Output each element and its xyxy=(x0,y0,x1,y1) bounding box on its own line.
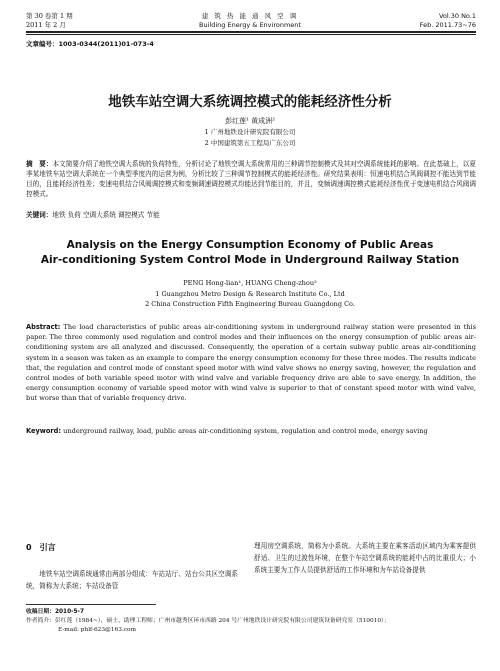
affiliation-cn-2: 2 中国建筑第五工程局广东公司 xyxy=(204,139,296,147)
keywords-cn xyxy=(26,210,476,220)
intro-heading: 0 引言 xyxy=(26,543,56,552)
abstract-cn xyxy=(26,159,476,199)
journal-name-en: Building Energy & Environment xyxy=(199,21,301,29)
footnote-email: E-mail: phlf-623@163.com xyxy=(58,627,136,633)
abstract-cn-label: 摘 要： xyxy=(26,160,53,168)
footnote-received: 收稿日期：2010-5-7 xyxy=(26,609,84,615)
authors-cn: 彭红莲¹ 黄成洲² xyxy=(225,117,275,125)
affiliation-en-2: 2 China Construction Fifth Engineering Bureau Guangdong Co. xyxy=(145,300,355,308)
intro-right-column: 理用房空调系统，简称为小系统。大系统主要在乘客活动区域内为乘客提供舒适、卫生的过渡性环境，在整个车站空调系统的能耗中占的比重很大；小系统主要为工作人员提供舒适的工作环境和为车站设备提供 xyxy=(254,542,476,574)
journal-pages-en: Feb. 2011.73~76 xyxy=(419,21,476,29)
abstract-en-text: The load characteristics of public areas air-conditioning system in underground railway station were presented in this paper. The three commonly used regulation and control modes and their influences on the energy consumption of public areas air-conditioning system are all analyzed and discussed. Consequently, the operation of a certain subway public areas air-conditioning system in a season was taken as an example to compare the energy consumption economy for these three modes. The results indicate that, the regulation and control mode of constant speed motor with wind valve shows no energy saving, however, the regulation and control modes of both variable speed motor with wind valve and variable frequency drive are able to save energy. In addition, the energy consumption economy of variable speed motor with wind valve is superior to that of constant speed motor with wind valve, but worse than that of variable frequency drive. xyxy=(26,323,477,403)
journal-volume-cn: 第 30 卷第 1 期 xyxy=(26,12,73,20)
keywords-cn-label: 关键词： xyxy=(26,211,53,219)
header-rule xyxy=(26,31,476,33)
abstract-en xyxy=(26,322,476,404)
keywords-en-text: underground railway, load, public areas air-conditioning system, regulation and control mode, energy saving xyxy=(63,427,428,435)
header-rule-thin xyxy=(26,34,476,35)
affiliation-cn-1: 1 广州地铁设计研究院有限公司 xyxy=(204,128,296,136)
footnote-author-bio: 作者简介：彭红莲（1984~），硕士，助理工程师；广州市越秀区环市西路 204 号广州地铁设计研究院有限公司建筑设备研究室（510010）； xyxy=(26,618,390,624)
paper-title-cn: 地铁车站空调大系统调控模式的能耗经济性分析 xyxy=(108,94,392,110)
footnote-rule xyxy=(26,604,156,605)
article-number: 文章编号：1003-0344(2011)01-073-4 xyxy=(26,40,154,48)
abstract-en-label: Abstract: xyxy=(26,323,61,331)
abstract-cn-text: 本文简要介绍了地铁空调大系统的负荷特性，分析讨论了地铁空调大系统常用的三种调节控制模式及其对空调系统能耗的影响。在此基础上，以夏季某地铁车站空调大系统在一个典型季度内的运营为例，分析比较了三种调节控制模式的能耗经济性。研究结果表明：恒速电机结合风阀调控不能达到节能目的，且能耗经济性差；变速电机结合风阀调控模式和变频调速调控模式均能达到节能目的，并且，变频调速调控模式能耗经济性优于变速电机结合风阀调控模式。 xyxy=(26,160,477,198)
paper-title-en-line2: Air-conditioning System Control Mode in Underground Railway Station xyxy=(40,254,460,266)
paper-title-en-line1: Analysis on the Energy Consumption Economy of Public Areas xyxy=(66,239,434,251)
affiliation-en-1: 1 Guangzhou Metro Design & Research Institute Co., Ltd xyxy=(155,290,345,298)
keywords-en-label: Keyword: xyxy=(26,427,61,435)
journal-name-cn: 建 筑 热 能 通 风 空 调 xyxy=(201,12,299,20)
intro-left-column: 地铁车站空调系统通常由两部分组成：车站站厅、站台公共区空调系统，简称为大系统；车站设备管 xyxy=(26,570,238,590)
keywords-en xyxy=(26,426,476,436)
journal-date-cn: 2011 年 2 月 xyxy=(26,21,66,29)
keywords-cn-text: 地铁 负荷 空调大系统 调控模式 节能 xyxy=(52,211,160,219)
journal-volume-en: Vol.30 No.1 xyxy=(438,12,476,20)
authors-en: PENG Hong-lian¹, HUANG Cheng-zhou² xyxy=(183,279,317,287)
